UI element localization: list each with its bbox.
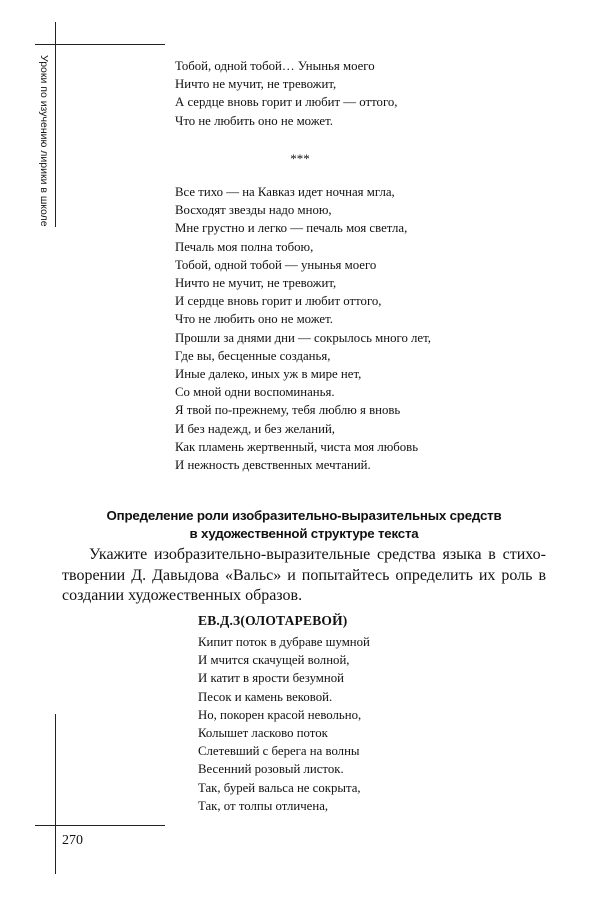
poem-top-fragment [175, 57, 397, 130]
poem-line: Что не любить оно не может. [175, 312, 333, 327]
poem-line: Весенний розовый листок. [198, 762, 344, 777]
task-paragraph [62, 545, 546, 607]
poem-line: Печаль моя полна тобою, [175, 239, 314, 254]
poem-line: Мне грустно и легко — печаль моя светла, [175, 221, 408, 236]
poem-line: Тобой, одной тобой… Унынья моего [175, 59, 375, 73]
task-line: творении Д. Давыдова «Вальс» и попытайтесь определить их роль в [62, 566, 546, 584]
poem-line: Восходят звезды надо мною, [175, 203, 332, 218]
task-line: создании художественных образов. [62, 587, 303, 604]
poem-line: Так, от толпы отличена, [198, 798, 329, 813]
poem-line: И нежность девственных мечтаний. [175, 458, 371, 473]
poem-line: А сердце вновь горит и любит — оттого, [175, 95, 398, 110]
poem-line: Колышет ласково поток [198, 726, 328, 741]
poem-line: Ничто не мучит, не тревожит, [175, 276, 337, 291]
running-head: Уроки по изучению лирики в школе [38, 55, 50, 227]
poem-line: Прошли за днями дни — сокрылось много лет, [175, 330, 431, 345]
crop-line-top-vertical [55, 22, 56, 227]
poem-line: Со мной одни воспоминанья. [175, 385, 335, 400]
poem-line: Все тихо — на Кавказ идет ночная мгла, [175, 185, 395, 199]
poem-line: Слетевший с берега на волны [198, 744, 360, 759]
poem-main [175, 183, 431, 474]
poem-line: Иные далеко, иных уж в мире нет, [175, 367, 362, 382]
poem-line: И без надежд, и без желаний, [175, 421, 335, 436]
poem-line: Тобой, одной тобой — унынья моего [175, 257, 377, 272]
poem-line: И катит в ярости безумной [198, 671, 344, 686]
task-line: Укажите изобразительно-выразительные средства языка в стихо- [89, 546, 546, 563]
poem-line: И мчится скачущей волной, [198, 653, 350, 668]
section-heading-line: Определение роли изобразительно-выразительных средств [106, 508, 502, 523]
poem-title: ЕВ.Д.З(ОЛОТАРЕВОЙ) [198, 613, 348, 628]
stanza-separator: *** [290, 151, 310, 166]
poem-line: Что не любить оно не может. [175, 113, 333, 128]
page-number: 270 [62, 833, 83, 848]
poem-line: Кипит поток в дубраве шумной [198, 635, 370, 649]
poem-line: Песок и камень вековой. [198, 689, 333, 704]
section-heading [62, 507, 546, 543]
section-heading-line: в художественной структуре текста [189, 526, 419, 541]
poem-line: И сердце вновь горит и любит оттого, [175, 294, 382, 309]
poem-line: Я твой по-прежнему, тебя люблю я вновь [175, 403, 401, 418]
poem-line: Так, бурей вальса не сокрыта, [198, 780, 361, 795]
poem-line: Ничто не мучит, не тревожит, [175, 77, 337, 92]
poem-line: Как пламень жертвенный, чиста моя любовь [175, 439, 419, 454]
poem-line: Но, покорен красой невольно, [198, 707, 362, 722]
crop-line-bottom-vertical [55, 714, 56, 874]
poem-line: Где вы, бесценные созданья, [175, 348, 331, 363]
poem-waltz [198, 633, 370, 815]
